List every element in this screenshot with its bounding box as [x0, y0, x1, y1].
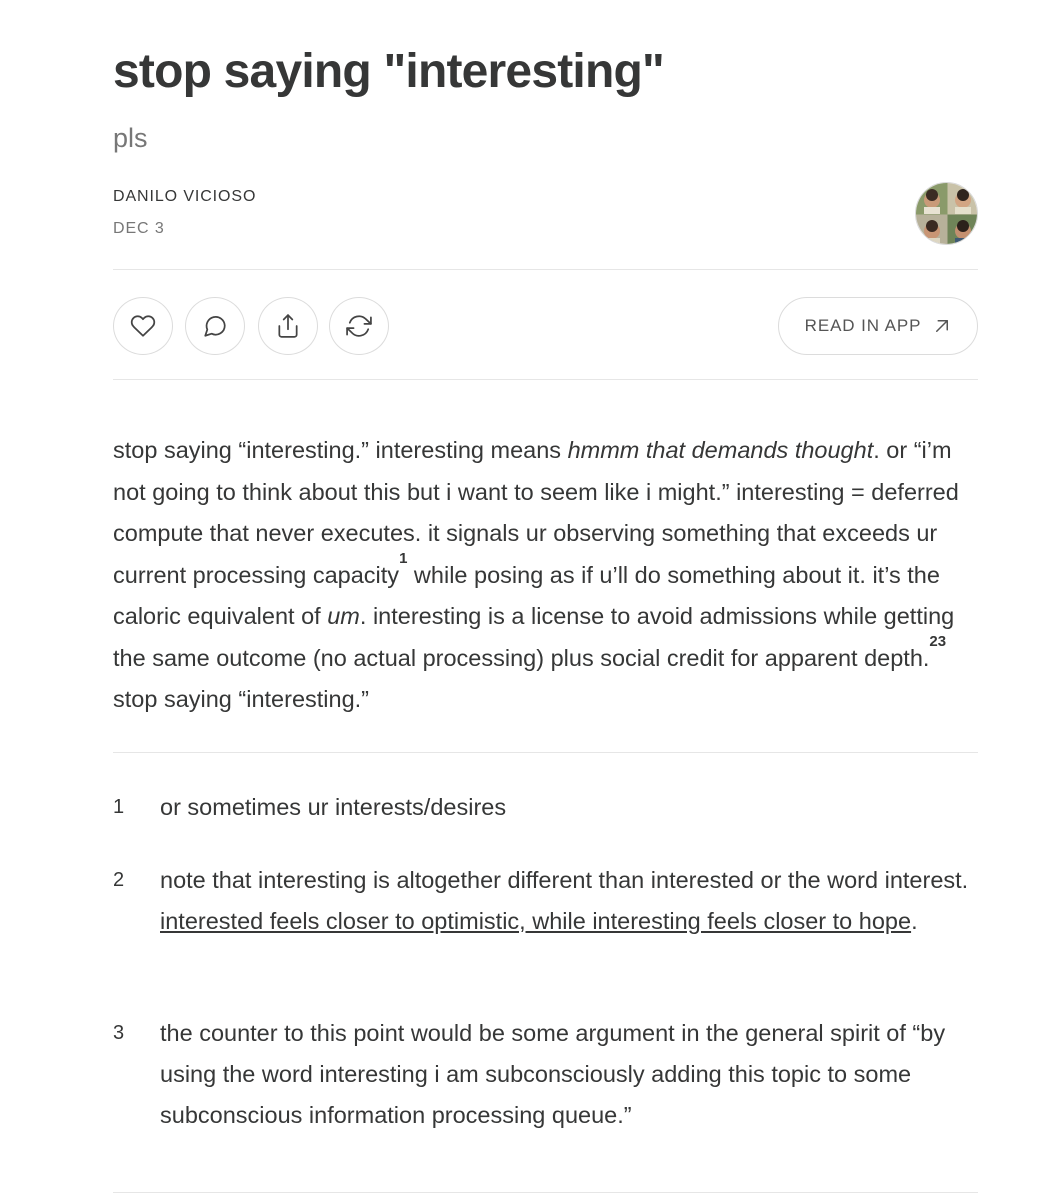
body-text-segment: . or “i’m not going to think about this but i want to seem like i might.” interesting = deferred compute that never executes. it signals ur observing something that exceeds ur current processing capacity — [113, 437, 959, 588]
footnote-number[interactable]: 1 — [113, 796, 125, 818]
divider — [113, 379, 978, 380]
arrow-up-right-icon — [933, 317, 951, 335]
footnote-text — [160, 860, 978, 942]
footnote-text: or sometimes ur interests/desires — [160, 794, 507, 820]
body-text-segment: stop saying “interesting.” interesting means — [113, 437, 568, 463]
post-body-paragraph — [113, 430, 978, 721]
post-container — [113, 0, 978, 1200]
footnote-text: the counter to this point would be some argument in the general spirit of “by using the word interesting i am subconsciously adding this topic to some subconscious information processing queue.” — [160, 1020, 946, 1128]
like-button[interactable] — [113, 297, 173, 355]
read-in-app-button[interactable] — [778, 297, 978, 355]
body-text-segment: while posing as if u’ll do something about it. it’s the caloric equivalent of — [113, 561, 940, 629]
body-text-segment: stop saying “interesting.” — [113, 686, 370, 712]
restack-icon — [346, 313, 372, 339]
footnote-ref-1[interactable]: 1 — [399, 549, 408, 567]
footnote-ref-23[interactable]: 23 — [929, 632, 947, 650]
footnote-number[interactable]: 2 — [113, 869, 125, 891]
footnote-link[interactable]: interested feels closer to optimistic, while interesting feels closer to hope — [160, 908, 912, 934]
body-emphasis: hmmm that demands thought — [567, 437, 874, 463]
footnotes-divider — [113, 752, 978, 753]
author-name[interactable]: DANILO VICIOSO — [113, 188, 257, 205]
divider — [113, 1192, 978, 1193]
body-text-segment: . interesting is a license to avoid admissions while getting the same outcome (no actual processing) plus social credit for apparent depth. — [113, 603, 955, 671]
footnote-text-segment: note that interesting is altogether different than interested or the word interest. — [160, 867, 969, 893]
author-avatar[interactable] — [915, 182, 978, 245]
post-title: stop saying "interesting" — [113, 45, 664, 98]
comment-button[interactable] — [185, 297, 245, 355]
heart-icon — [130, 313, 156, 339]
footnote-text-segment: . — [911, 908, 918, 934]
share-icon — [275, 313, 301, 339]
comment-icon — [202, 313, 228, 339]
divider — [113, 269, 978, 270]
footnote-number[interactable]: 3 — [113, 1022, 125, 1044]
read-in-app-label: READ IN APP — [804, 316, 922, 335]
avatar-image — [916, 183, 978, 245]
post-subtitle: pls — [113, 123, 148, 153]
restack-button[interactable] — [329, 297, 389, 355]
post-date: DEC 3 — [113, 220, 165, 237]
body-emphasis: um — [327, 603, 360, 629]
share-button[interactable] — [258, 297, 318, 355]
